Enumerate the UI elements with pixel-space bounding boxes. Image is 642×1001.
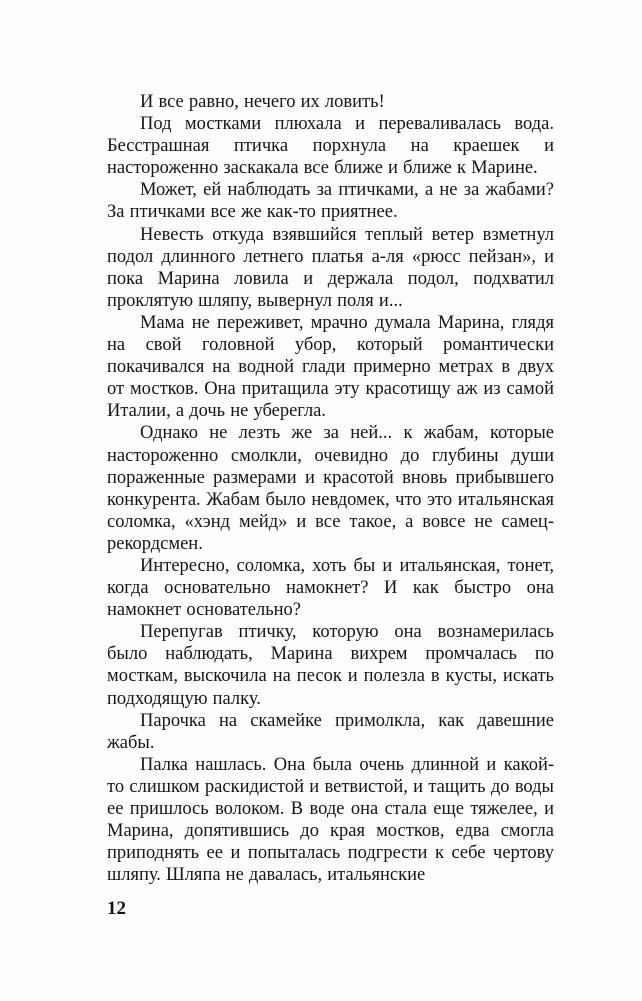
page-text: [107, 91, 554, 886]
paragraph: Парочка на скамейке примолкла, как давешние жабы.: [107, 710, 554, 753]
paragraph: Палка нашлась. Она была очень длинной и какой-то слишком раскидистой и ветвистой, и тащить до воды ее пришлось волоком. В воде она стала еще тяжелее, и Марина, допятившись до края мостков, едва смогла приподнять ее и попыталась подгрести к себе чертову шляпу. Шляпа не давалась, итальянские: [107, 754, 554, 886]
paragraph: Перепугав птичку, которую она вознамерилась было наблюдать, Марина вихрем промчалась по мосткам, выскочила на песок и полезла в кусты, искать подходящую палку.: [107, 622, 554, 709]
paragraph: Невесть откуда взявшийся теплый ветер взметнул подол длинного летнего платья а-ля «рюсс пейзан», и пока Марина ловила и держала подол, подхватил проклятую шляпу, вывернул поля и...: [107, 224, 554, 311]
paragraph: Интересно, соломка, хоть бы и итальянская, тонет, когда основательно намокнет? И как быстро она намокнет основательно?: [107, 555, 554, 621]
paragraph: Однако не лезть же за ней... к жабам, которые настороженно смолкли, очевидно до глубины души пораженные размерами и красотой вновь прибывшего конкурента. Жабам было невдомек, что это итальянская соломка, «хэнд мейд» и все такое, а вовсе не самец-рекордсмен.: [107, 423, 554, 554]
page-number: 12: [107, 898, 126, 919]
paragraph: Может, ей наблюдать за птичками, а не за жабами? За птичками все же как-то приятнее.: [107, 180, 554, 223]
paragraph: Мама не переживет, мрачно думала Марина, глядя на свой головной убор, который романтически покачивался на водной глади примерно метрах в двух от мостков. Она притащила эту красотищу аж из самой Италии, а дочь не уберегла.: [107, 312, 554, 422]
paragraph: И все равно, нечего их ловить!: [140, 92, 385, 112]
paragraph: Под мостками плюхала и переваливалась вода. Бесстрашная птичка порхнула на краешек и настороженно заскакала все ближе и ближе к Марине.: [107, 114, 554, 179]
